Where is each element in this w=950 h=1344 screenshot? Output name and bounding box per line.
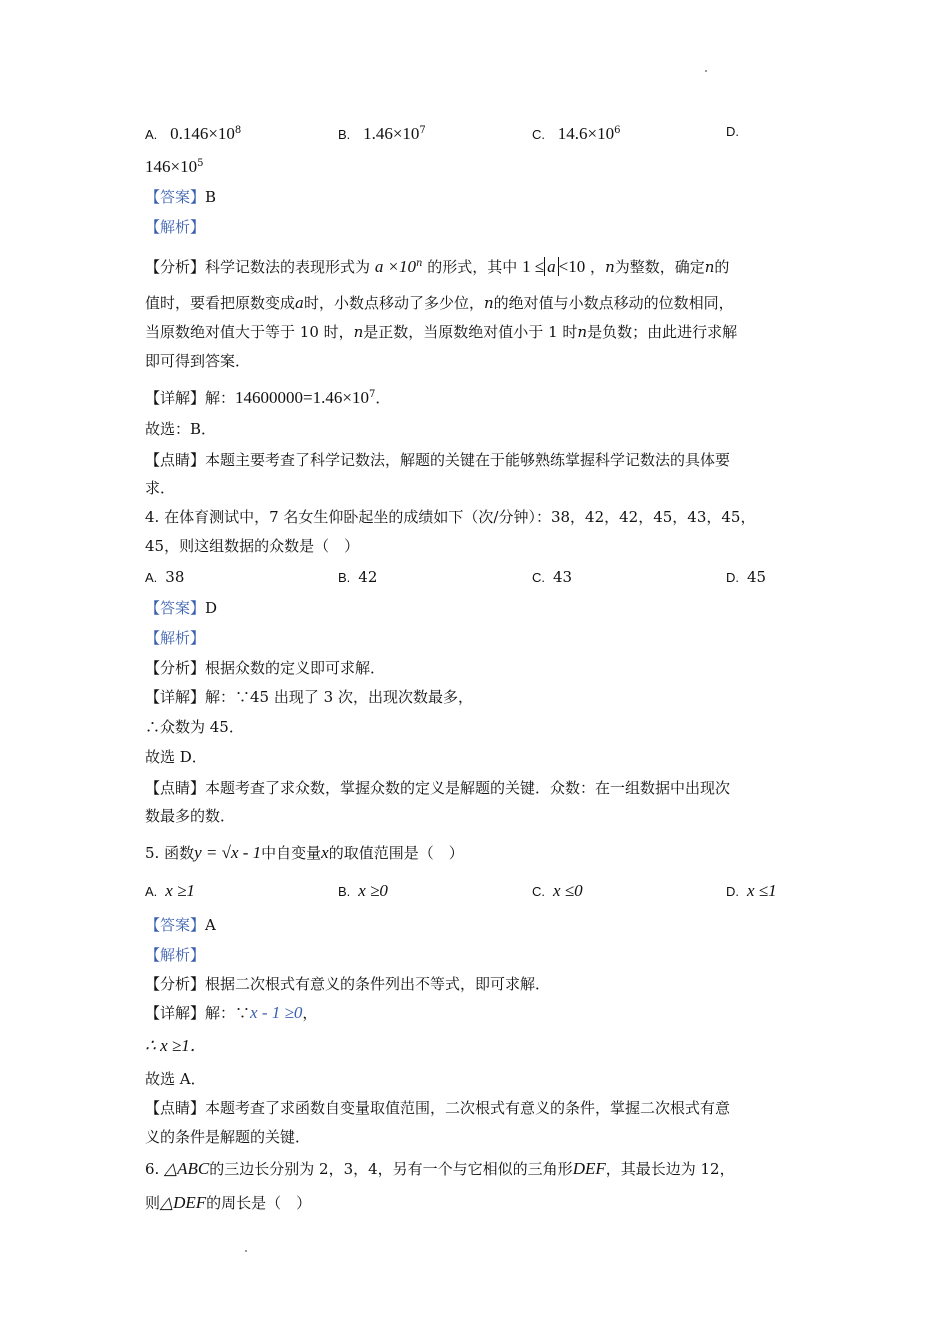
q4-detail: 【详解】解：∵45 出现了 3 次，出现次数最多，	[145, 688, 473, 706]
q3-option-b[interactable]: B. $1.46\times 10^7$	[338, 124, 426, 143]
q3-conclusion: 故选：B．	[145, 420, 217, 438]
q3-fenxi-line2: 值时，要看把原数变成a时，小数点移动了多少位，n的绝对值与小数点移动的位数相同，	[145, 294, 734, 312]
q3-option-d-value: $146\times 10^5$	[145, 157, 204, 176]
q5-comment-line1: 【点睛】本题考查了求函数自变量取值范围，二次根式有意义的条件，掌握二次根式有意	[145, 1099, 731, 1117]
q5-option-a[interactable]: A. x ≥1	[145, 881, 195, 900]
scan-dot	[705, 70, 707, 72]
q5-option-c[interactable]: C. x ≤0	[532, 881, 583, 900]
q3-answer: 【答案】B	[145, 188, 217, 206]
q5-detail-line2: ∴ x ≥1．	[145, 1036, 207, 1055]
q5-conclusion: 故选 A．	[145, 1070, 206, 1088]
q4-option-c[interactable]: C. 43	[532, 568, 573, 586]
q6-stem-line1: 6. △ABC的三边长分别为 2，3，4，另有一个与它相似的三角形DEF，其最长边为 12，	[145, 1159, 735, 1178]
q5-stem: 5. 函数y = √x - 1中自变量x的取值范围是（ ）	[145, 843, 464, 862]
q5-comment-line2: 义的条件是解题的关键．	[145, 1128, 311, 1146]
q3-option-d-label[interactable]: D.	[726, 124, 739, 139]
q4-fenxi: 【分析】根据众数的定义即可求解．	[145, 659, 386, 677]
q5-option-b[interactable]: B. x ≥0	[338, 881, 388, 900]
q3-detail: 【详解】解：$14600000=1.46\times 10^7$．	[145, 388, 391, 407]
scan-dot-bottom	[245, 1250, 247, 1252]
q4-comment-line2: 数最多的数．	[145, 807, 236, 825]
q5-detail: 【详解】解：∵x - 1 ≥0，	[145, 1003, 318, 1022]
q3-analysis-tag: 【解析】	[145, 218, 206, 236]
q3-option-a[interactable]: A. $0.146\times 10^8$	[145, 124, 242, 143]
q3-comment-line1: 【点睛】本题主要考查了科学记数法，解题的关键在于能够熟练掌握科学记数法的具体要	[145, 451, 731, 469]
q3-fenxi-line3: 当原数绝对值大于等于 10 时，n是正数，当原数绝对值小于 1 时n是负数；由此进行求解	[145, 323, 738, 341]
q5-analysis-tag: 【解析】	[145, 946, 206, 964]
q4-comment-line1: 【点睛】本题考查了求众数，掌握众数的定义是解题的关键．众数：在一组数据中出现次	[145, 779, 731, 797]
q4-conclusion: 故选 D．	[145, 748, 207, 766]
q4-stem-line1: 4. 在体育测试中，7 名女生仰卧起坐的成绩如下（次/分钟）：38，42，42，45，43，45，	[145, 508, 756, 526]
q4-stem-line2: 45，则这组数据的众数是（ ）	[145, 537, 360, 555]
q3-option-c[interactable]: C. $14.6\times 10^6$	[532, 124, 621, 143]
q5-answer: 【答案】A	[145, 916, 216, 934]
q4-option-b[interactable]: B. 42	[338, 568, 378, 586]
q4-analysis-tag: 【解析】	[145, 629, 206, 647]
q4-answer: 【答案】D	[145, 599, 218, 617]
q6-stem-line2: 则△DEF的周长是（ ）	[145, 1193, 312, 1212]
q5-option-d[interactable]: D. x ≤1	[726, 881, 777, 900]
q4-option-a[interactable]: A. 38	[145, 568, 185, 586]
q4-option-d[interactable]: D. 45	[726, 568, 767, 586]
q5-fenxi: 【分析】根据二次根式有意义的条件列出不等式，即可求解．	[145, 975, 551, 993]
q3-comment-line2: 求．	[145, 479, 176, 497]
q4-detail-line2: ∴众数为 45．	[145, 718, 244, 736]
q3-fenxi-line4: 即可得到答案．	[145, 352, 251, 370]
q3-fenxi-line1: 【分析】科学记数法的表现形式为 $a \times 10^n$ 的形式，其中 1 ≤ a <10 ，n为整数，确定n的	[145, 257, 730, 276]
